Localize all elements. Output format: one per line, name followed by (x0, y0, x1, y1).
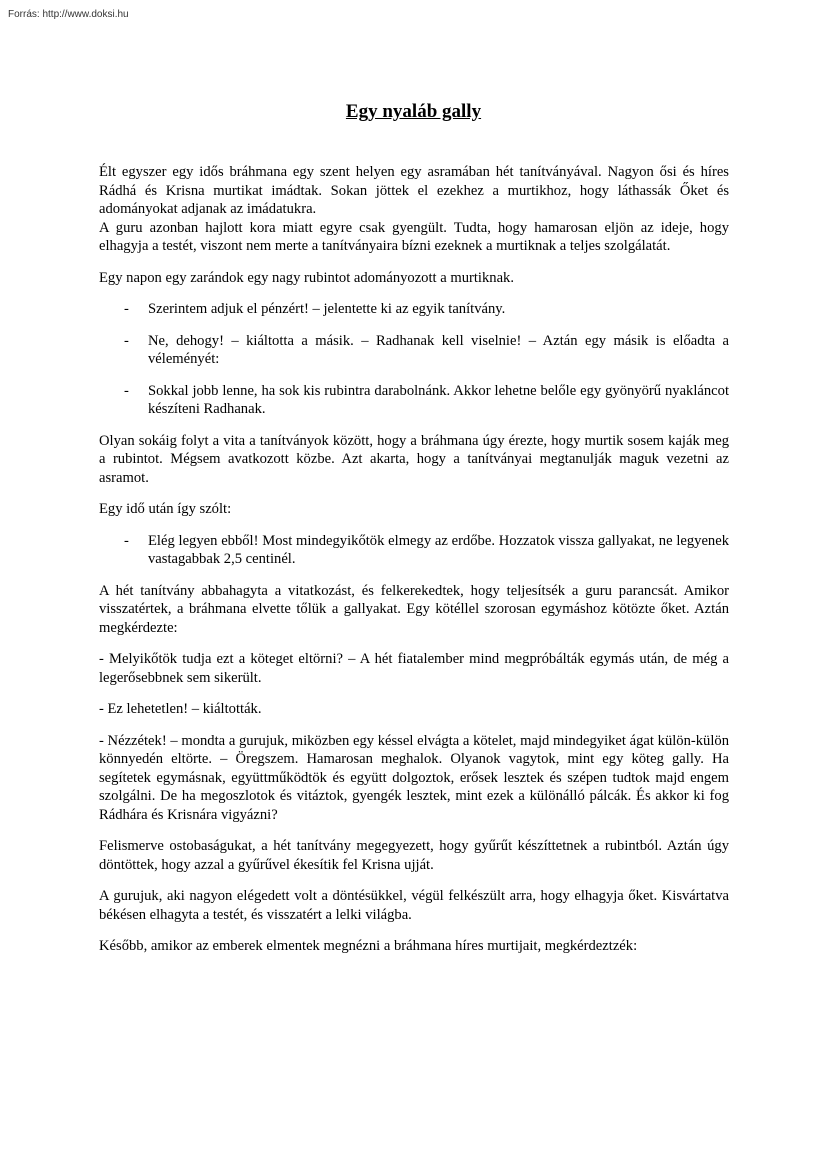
document-title: Egy nyaláb gally (345, 101, 482, 122)
list-item (99, 332, 729, 369)
paragraph: A hét tanítvány abbahagyta a vitatkozást, és felkerekedtek, hogy teljesítsék a guru parancsát. Amikor visszatértek, a bráhmana elvette tőlük a gallyakat. Egy kötéllel szorosan egymáshoz kötözte őket. Aztán megkérdezte: (99, 582, 729, 636)
dialogue-list (99, 300, 729, 419)
list-item-text: Ne, dehogy! – kiáltotta a másik. – Radhanak kell viselnie! – Aztán egy másik is előadta a véleményét: (148, 332, 729, 367)
document-body (99, 163, 729, 969)
list-item (99, 532, 729, 569)
paragraph: - Melyikőtök tudja ezt a köteget eltörni? – A hét fiatalember mind megpróbálták egymás után, de még a legerősebbnek sem sikerült. (99, 651, 729, 686)
paragraph: Később, amikor az emberek elmentek megnézni a bráhmana híres murtijait, megkérdeztzék: (99, 938, 638, 954)
paragraph: - Nézzétek! – mondta a gurujuk, miközben egy késsel elvágta a kötelet, majd mindegyiket ágat külön-külön könnyedén eltörte. – Öregszem. Hamarosan meghalok. Olyanok vagytok, mint egy köteg gally. Ha segítetek egymásnak, együttműködtök és együtt dolgoztok, erősek lesztek és szépen tudtok majd engem szolgálni. De ha megoszlotok és vitáztok, gyengék lesztek, mint ezek a különálló pálcák. És akkor ki fog Rádhára és Krisnára vigyázni? (99, 732, 729, 823)
paragraph: A gurujuk, aki nagyon elégedett volt a döntésükkel, végül felkészült arra, hogy elhagyja őket. Kisvártatva békésen elhagyta a testét, és visszatért a lelki világba. (99, 888, 729, 923)
paragraph: Egy idő után így szólt: (99, 501, 232, 517)
paragraph: - Ez lehetetlen! – kiáltották. (99, 701, 262, 717)
list-dash: - (124, 332, 129, 349)
paragraph: Olyan sokáig folyt a vita a tanítványok között, hogy a bráhmana úgy érezte, hogy murtik sosem kaják meg a rubintot. Mégsem avatkozott közbe. Azt akarta, hogy a tanítványai megtanulják maguk vezetni az asramot. (99, 432, 729, 486)
list-dash: - (124, 382, 129, 399)
list-dash: - (124, 301, 129, 317)
list-item-text: Elég legyen ebből! Most mindegyikőtök elmegy az erdőbe. Hozzatok vissza gallyakat, ne legyenek vastagabbak 2,5 centinél. (148, 532, 729, 567)
paragraph: Felismerve ostobaságukat, a hét tanítvány megegyezett, hogy gyűrűt készíttetnek a rubintból. Aztán úgy döntöttek, hogy azzal a gyűrűvel ékesítik fel Krisna ujját. (99, 838, 729, 873)
list-item (99, 300, 729, 319)
dialogue-list (99, 532, 729, 569)
source-link[interactable]: Forrás: http://www.doksi.hu (8, 9, 129, 20)
paragraph: Egy napon egy zarándok egy nagy rubintot adományozott a murtiknak. (99, 269, 514, 286)
paragraph: A guru azonban hajlott kora miatt egyre csak gyengült. Tudta, hogy hamarosan eljön az ideje, hogy elhagyja a testét, viszont nem merte a tanítványaira bízni ezeknek a murtiknak a teljes szolgálatát. (99, 219, 729, 254)
list-item-text: Szerintem adjuk el pénzért! – jelentette ki az egyik tanítvány. (148, 301, 506, 317)
list-item-text: Sokkal jobb lenne, ha sok kis rubintra darabolnánk. Akkor lehetne belőle egy gyönyörű nyakláncot készíteni Radhanak. (148, 382, 729, 417)
list-dash: - (124, 532, 129, 549)
paragraph: Élt egyszer egy idős bráhmana egy szent helyen egy asramában hét tanítványával. Nagyon ősi és híres Rádhá és Krisna murtikat imádtak. Sokan jöttek el ezekhez a murtikhoz, hogy láthassák Őket és adományokat adjanak az imádatukra. (99, 164, 729, 217)
list-item (99, 382, 729, 419)
